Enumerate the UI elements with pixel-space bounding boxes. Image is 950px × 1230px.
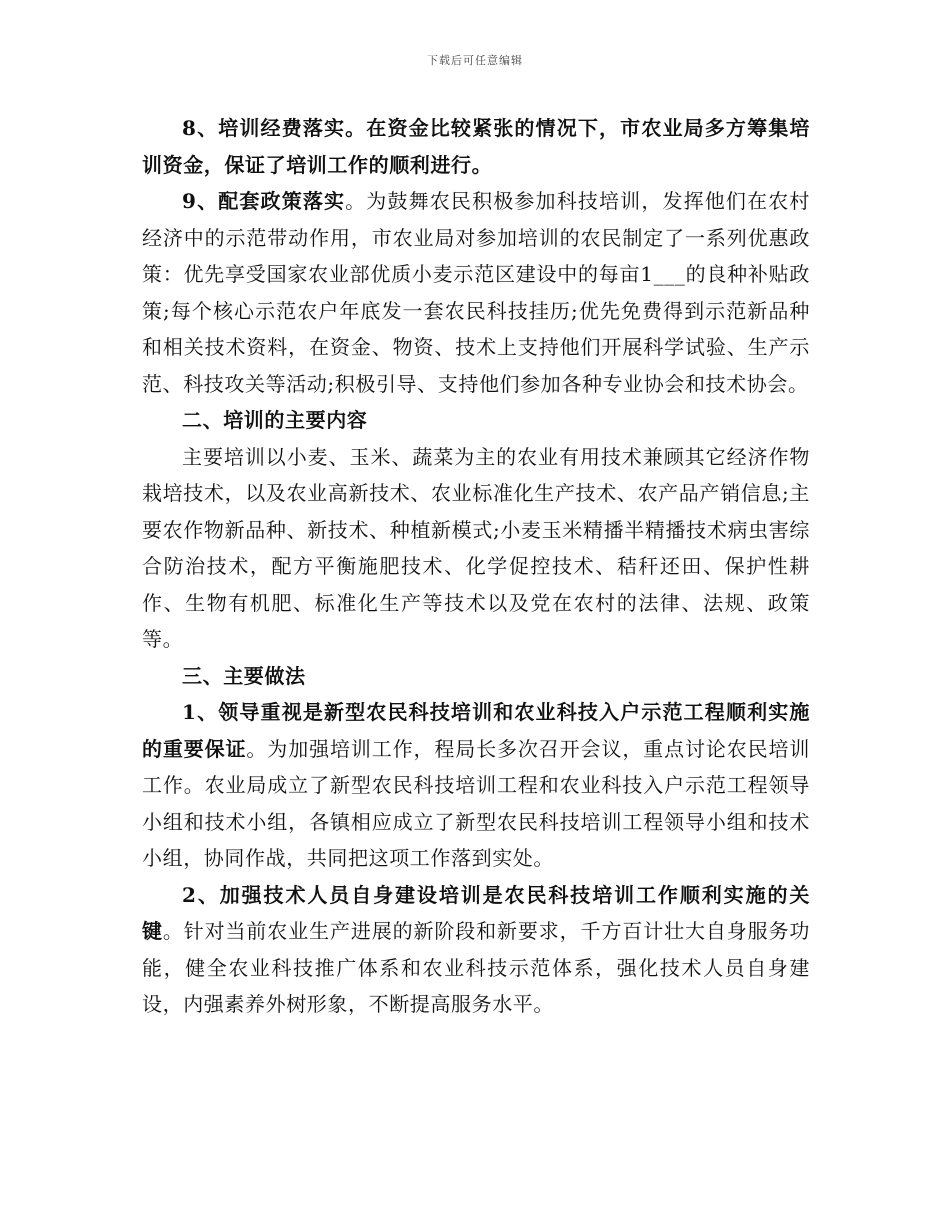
paragraph-text: 。为鼓舞农民积极参加科技培训，发挥他们在农村经济中的示范带动作用，市农业局对参加培训的农民制定了一系列优惠政策：优先享受国家农业部优质小麦示范区建设中的每亩1___的良种补贴政策;每个核心示范农户年底发一套农民科技挂历;优先免费得到示范新品种和相关技术资料，在资金、物资、技术上支持他们开展科学试验、生产示范、科技攻关等活动;积极引导、支持他们参加各种专业协会和技术协会。 [142, 189, 810, 396]
paragraph-bold-lead: 9、配套政策落实 [182, 189, 346, 213]
section-heading-text: 二、培训的主要内容 [182, 408, 368, 432]
paragraph-training-funds [142, 110, 810, 183]
section-heading-main-practices [142, 658, 810, 695]
paragraph-bold-lead: 8、培训经费落实。在资金比较紧张的情况下，市农业局多方筹集培训资金，保证了培训工作的顺利进行。 [142, 116, 810, 177]
paragraph-text: 。针对当前农业生产进展的新阶段和新要求，千方百计壮大自身服务功能，健全农业科技推广体系和农业科技示范体系，强化技术人员自身建设，内强素养外树形象，不断提高服务水平。 [142, 919, 810, 1016]
section-heading-training-content [142, 402, 810, 439]
paragraph-technician-training [142, 877, 810, 1023]
paragraph-bold-lead: 2、加强技术人员自身建设培训是农民科技培训工作顺利实施的关键 [142, 882, 810, 943]
paragraph-training-content [142, 439, 810, 658]
paragraph-text: 。为加强培训工作，程局长多次召开会议，重点讨论农民培训工作。农业局成立了新型农民科技培训工程和农业科技入户示范工程领导小组和技术小组，各镇相应成立了新型农民科技培训工程领导小组和技术小组，协同作战，共同把这项工作落到实处。 [142, 736, 810, 870]
paragraph-text: 主要培训以小麦、玉米、蔬菜为主的农业有用技术兼顾其它经济作物栽培技术，以及农业高新技术、农业标准化生产技术、农产品产销信息;主要农作物新品种、新技术、种植新模式;小麦玉米精播半精播技术病虫害综合防治技术，配方平衡施肥技术、化学促控技术、秸秆还田、保护性耕作、生物有机肥、标准化生产等技术以及党在农村的法律、法规、政策等。 [142, 444, 810, 651]
paragraph-supporting-policies [142, 183, 810, 402]
page-header: 下载后可任意编辑 [427, 54, 523, 67]
section-heading-text: 三、主要做法 [182, 663, 306, 688]
paragraph-leadership [142, 694, 810, 877]
document-body [142, 110, 810, 1023]
paragraph-bold-lead: 1、领导重视是新型农民科技培训和农业科技入户示范工程顺利实施的重要保证 [142, 700, 810, 761]
